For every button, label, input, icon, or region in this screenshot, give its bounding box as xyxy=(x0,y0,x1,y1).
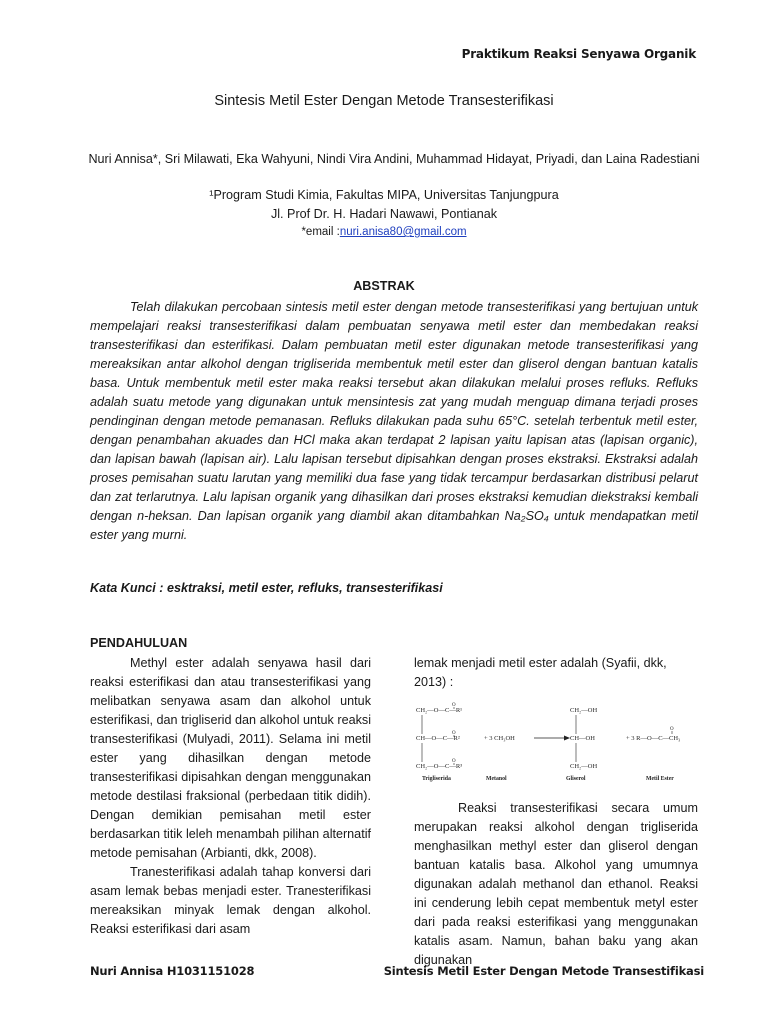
svg-text:O: O xyxy=(670,727,674,732)
abstract-text: Telah dilakukan percobaan sintesis metil ester dengan metode transesterifikasi yang bertujuan untuk mempelajari reaksi transesterifikasi dalam pembuatan senyawa metil ester dan membedakan reaksi transesterifikasi dan esterifikasi. Dalam pembuatan metil ester digunakan metode transesterifikasi yang mereaksikan antar alkohol dengan trigliserida membentuk metil ester dan gliserol dengan bantuan katalis basa. Untuk membentuk metil ester maka reaksi tersebut akan dilakukan melalui proses refluks. Refluks adalah suatu metode yang digunakan untuk mensintesis zat yang mudah menguap dimana terjadi proses pendinginan dengan metode pemanasan. Refluks dilakukan pada suhu 65°C. setelah terbentuk metil ester, dengan penambahan akuades dan HCl maka akan terdapat 2 lapisan yaitu lapisan atas (lapisan organic), dan lapisan bawah (lapisan air). Lalu lapisan tersebut dipisahkan dengan proses ekstraksi. Ekstraksi adalah proses pemisahan suatu larutan yang memiliki dua fase yang tidak tercampur berdasarkan distribusi pelarut dan zat terlarutnya. Lalu lapisan organik yang dihasilkan dari proses ekstraksi kemudian diekstraksi kembali dengan n-heksan. Dan lapisan organik yang diambil akan ditambahkan xyxy=(90,300,698,523)
author-list: Nuri Annisa*, Sri Milawati, Eka Wahyuni, Nindi Vira Andini, Muhammad Hidayat, Priyadi, dan Laina Radestiani xyxy=(88,152,700,166)
email-link[interactable]: nuri.anisa80@gmail.com xyxy=(339,226,467,238)
footer-author: Nuri Annisa H1031151028 xyxy=(90,964,255,978)
abstract-body xyxy=(90,298,698,545)
running-header: Praktikum Reaksi Senyawa Organik xyxy=(461,47,696,61)
email-line xyxy=(0,226,768,238)
intro-right-column xyxy=(414,799,698,970)
keywords: Kata Kunci : esktraksi, metil ester, refluks, transesterifikasi xyxy=(90,581,443,595)
label-triglyceride: Trigliserida xyxy=(422,776,451,782)
methanol-reactant: + 3 CH₃OH xyxy=(484,735,515,742)
affiliation: ¹Program Studi Kimia, Fakultas MIPA, Universitas Tanjungpura xyxy=(209,188,559,202)
triglyceride-row-1: CH₂—O—C—R¹ xyxy=(416,707,463,714)
triglyceride-row-2: CH—O—C—R² xyxy=(416,735,460,742)
glycerol-row-2: CH—OH xyxy=(570,735,595,742)
intro-paragraph-3: Reaksi transesterifikasi secara umum merupakan reaksi alkohol dengan trigliserida menghasilkan methyl ester dan gliserol dengan bantuan katalis basa. Alkohol yang umumnya digunakan adalah methanol dan ethanol. Reaksi ini cenderung lebih cepat membentuk metyl ester dari pada reaksi esterifikasi yang menggunakan katalis asam. Namun, bahan baku yang akan digunakan xyxy=(414,801,698,967)
svg-text:O: O xyxy=(452,703,456,708)
methyl-ester-product: + 3 R—O—C—CH₃ xyxy=(626,735,681,742)
email-prefix: *email : xyxy=(301,226,340,238)
footer-title: Sintesis Metil Ester Dengan Metode Transestifikasi xyxy=(383,964,704,978)
abstract-heading: ABSTRAK xyxy=(353,279,415,293)
abstract-formula: Na₂SO₄ xyxy=(504,509,549,523)
svg-text:O: O xyxy=(452,759,456,764)
label-methyl-ester: Metil Ester xyxy=(646,776,674,782)
intro-right-lead: lemak menjadi metil ester adalah (Syafii, dkk, 2013) : xyxy=(414,656,667,689)
intro-paragraph-2: Tranesterifikasi adalah tahap konversi dari asam lemak bebas menjadi ester. Tranesterifikasi mereaksikan minyak lemak dengan alkohol. Reaksi esterifikasi dari asam xyxy=(90,865,371,936)
section-heading-intro: PENDAHULUAN xyxy=(90,636,188,650)
intro-left-column xyxy=(90,654,371,939)
abstract-text-end: untuk mendapatkan metil ester yang murni. xyxy=(90,509,699,542)
glycerol-row-1: CH₂—OH xyxy=(570,707,598,714)
transesterification-reaction-diagram xyxy=(414,702,700,782)
address: Jl. Prof Dr. H. Hadari Nawawi, Pontianak xyxy=(270,207,498,221)
triglyceride-row-3: CH₂—O—C—R³ xyxy=(416,763,463,770)
svg-text:O: O xyxy=(452,731,456,736)
intro-paragraph-1: Methyl ester adalah senyawa hasil dari reaksi esterifikasi dan atau transesterifikasi yang melibatkan senyawa asam dan alkohol untuk esterifikasi, dan trigliserid dan alkohol untuk reaksi transesterifikasi (Mulyadi, 2011). Selama ini metil ester yang dihasilkan dengan metode transesterifikasi dipisahkan dengan menggunakan metode destilasi fraksional (perbedaan titik didih). Dengan demikian pemisahan metil ester berdasarkan titik leleh menambah pilihan alternatif metode pemisahan (Arbianti, dkk, 2008). xyxy=(90,656,371,860)
label-methanol: Metanol xyxy=(486,776,507,782)
label-glycerol: Gliserol xyxy=(566,776,586,782)
paper-title: Sintesis Metil Ester Dengan Metode Transesterifikasi xyxy=(214,93,554,109)
glycerol-row-3: CH₂—OH xyxy=(570,763,598,770)
